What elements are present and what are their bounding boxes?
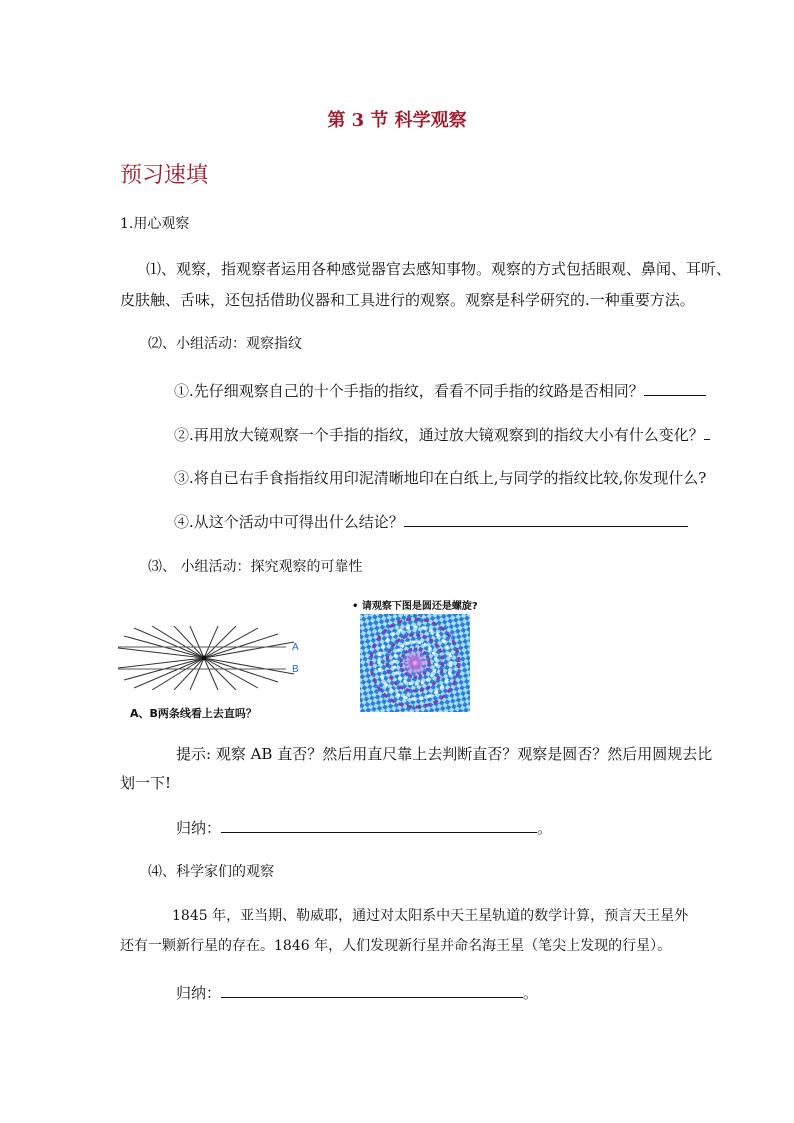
p3-heading: ⑶、 小组活动：探究观察的可靠性 [148, 559, 363, 575]
spiral-illusion-figure [360, 614, 470, 712]
page-title: 第 3 节 科学观察 [327, 110, 467, 131]
summary-2-end: 。 [523, 984, 539, 1002]
figure-right-caption: • 请观察下图是圆还是螺旋? [352, 601, 478, 612]
p2-heading: ⑵、小组活动：观察指纹 [148, 336, 302, 352]
answer-blank-2[interactable] [704, 423, 710, 440]
p4-heading: ⑷、科学家们的观察 [148, 864, 274, 880]
p4-line1: 1845 年，亚当期、勒威耶，通过对太阳系中天王星轨道的数学计算，预言天王星外 [172, 908, 689, 924]
vanishing-point [202, 656, 207, 661]
figure-left-caption: A、B两条线看上去直吗？ [130, 707, 257, 720]
label-b: B [292, 664, 299, 675]
p4-line2: 还有一颗新行星的存在。1846 年，人们发现新行星并命名海王星（笔尖上发现的行星）。 [120, 938, 672, 954]
p1-line1: ⑴、观察，指观察者运用各种感觉器官去感知事物。观察的方式包括眼观、鼻闻、耳听、 [146, 260, 732, 278]
question-2 [174, 423, 710, 445]
summary-1-label: 归纳： [176, 819, 222, 837]
hint-line2: 划一下! [120, 774, 172, 792]
question-4 [174, 510, 688, 532]
p1-line2: 皮肤触、舌味，还包括借助仪器和工具进行的观察。观察是科学研究的.一种重要方法。 [120, 291, 695, 309]
question-2-text: ②.再用放大镜观察一个手指的指纹，通过放大镜观察到的指纹大小有什么变化？ [174, 426, 704, 444]
section-heading: 预习速填 [120, 163, 209, 188]
question-1-text: ①.先仔细观察自己的十个手指的指纹，看看不同手指的纹路是否相同？ [174, 382, 644, 400]
summary-2-label: 归纳： [176, 984, 222, 1002]
item1-heading: 1.用心观察 [120, 216, 190, 232]
summary-1 [176, 816, 552, 838]
hint-line1: 提示: 观察 AB 直否？然后用直尺靠上去判断直否？观察是圆否？然后用圆规去比 [176, 745, 713, 763]
question-4-text: ④.从这个活动中可得出什么结论？ [174, 513, 404, 531]
answer-blank-4[interactable] [404, 510, 688, 527]
summary-2-blank[interactable] [221, 981, 523, 998]
question-3: ③.将自已右手食指指纹用印泥清晰地印在白纸上,与同学的指纹比较,你发现什么? [174, 469, 707, 487]
converging-lines-figure [118, 626, 310, 690]
summary-1-blank[interactable] [221, 816, 537, 833]
center-glow [401, 649, 429, 677]
summary-2 [176, 981, 538, 1003]
answer-blank-1[interactable] [644, 379, 706, 396]
summary-1-end: 。 [537, 819, 553, 837]
question-1 [174, 379, 706, 401]
label-a: A [292, 642, 299, 653]
